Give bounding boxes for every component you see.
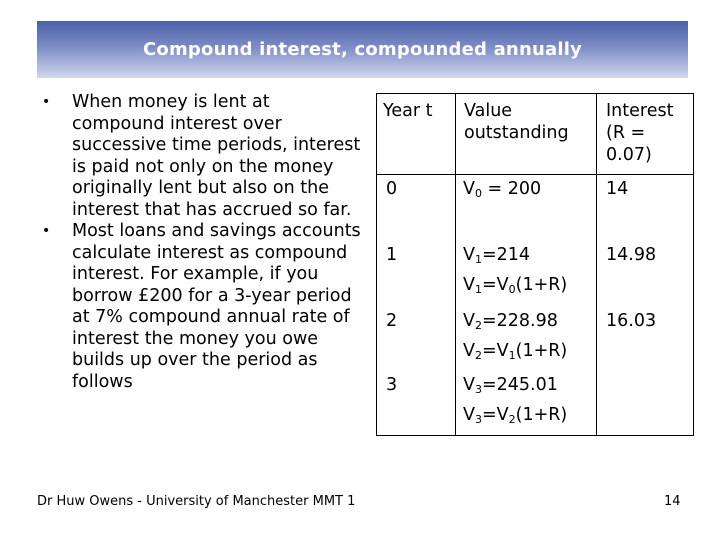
subscript: 0 — [508, 283, 516, 296]
slide-title: Compound interest, compounded annually — [143, 39, 582, 60]
bullet-list — [32, 92, 362, 393]
header-value: Value outstanding — [464, 101, 569, 143]
subscript: 3 — [474, 383, 482, 396]
header-year: Year t — [383, 101, 433, 121]
row-value-line — [463, 244, 593, 271]
table-column-divider — [455, 93, 456, 436]
table-header-divider — [376, 174, 694, 175]
bullet-glyph: • — [42, 94, 51, 110]
row-formula-line — [463, 274, 593, 301]
subscript: 2 — [474, 349, 482, 362]
value-symbol: V — [463, 375, 475, 395]
subscript: 1 — [474, 253, 482, 266]
subscript: 2 — [474, 319, 482, 332]
value-symbol: V — [463, 311, 475, 331]
subscript: 2 — [508, 413, 516, 426]
value-symbol: V — [463, 179, 475, 199]
value-amount: = 200 — [481, 179, 542, 199]
formula-part: =V — [481, 405, 509, 425]
subscript: 0 — [474, 187, 482, 200]
footer-text: Dr Huw Owens - University of Manchester MMT 1 — [37, 494, 356, 509]
row-year: 1 — [386, 245, 398, 265]
formula-part: (1+R) — [515, 405, 568, 425]
formula-part: V — [463, 405, 475, 425]
row-year: 3 — [386, 375, 398, 395]
row-value — [463, 178, 593, 205]
formula-part: (1+R) — [515, 275, 568, 295]
value-symbol: V — [463, 245, 475, 265]
formula-part: V — [463, 341, 475, 361]
subscript: 1 — [508, 349, 516, 362]
row-value — [463, 374, 593, 431]
bullet-text: Most loans and savings accounts calculate interest as compound interest. For example, if you borrow £200 for a 3-year period at 7% compound annual rate of interest the money you owe builds up over the period as follows — [72, 221, 361, 392]
row-interest: 16.03 — [606, 311, 657, 331]
row-year: 2 — [386, 311, 398, 331]
value-amount: =245.01 — [481, 375, 558, 395]
row-value-line — [463, 374, 593, 401]
row-formula-line — [463, 340, 593, 367]
table-column-divider — [596, 93, 597, 436]
value-amount: =228.98 — [481, 311, 558, 331]
formula-part: =V — [481, 341, 509, 361]
row-interest: 14.98 — [606, 245, 657, 265]
row-value — [463, 310, 593, 367]
formula-part: (1+R) — [515, 341, 568, 361]
row-interest: 14 — [606, 179, 629, 199]
row-year: 0 — [386, 179, 398, 199]
header-interest: Interest (R = 0.07) — [606, 101, 674, 165]
row-value-line — [463, 310, 593, 337]
value-amount: =214 — [481, 245, 531, 265]
bullet-text: When money is lent at compound interest over successive time periods, interest is paid not only on the money originally lent but also on the interest that has accrued so far. — [72, 92, 361, 220]
bullet-glyph: • — [42, 223, 51, 239]
page-number: 14 — [664, 494, 681, 509]
bullet-item — [32, 92, 362, 221]
formula-part: =V — [481, 275, 509, 295]
subscript: 1 — [474, 283, 482, 296]
formula-part: V — [463, 275, 475, 295]
subscript: 3 — [474, 413, 482, 426]
title-bar — [37, 21, 688, 78]
bullet-item — [32, 221, 362, 393]
row-value — [463, 244, 593, 301]
row-formula-line — [463, 404, 593, 431]
row-value-line — [463, 178, 593, 205]
